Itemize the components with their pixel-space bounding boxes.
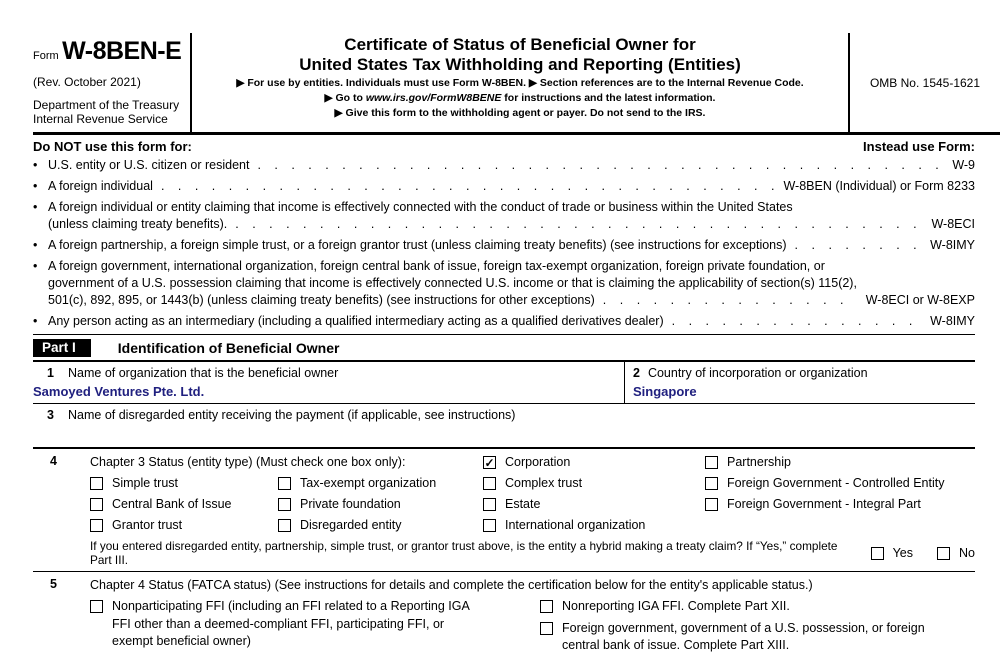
dot-leader [795, 237, 923, 254]
checkbox-simple-trust[interactable] [90, 477, 103, 490]
option-central-bank-of-issue[interactable]: Central Bank of Issue [90, 496, 278, 513]
field-3-label: Name of disregarded entity receiving the payment (if applicable, see instructions) [68, 408, 516, 422]
instruction-line-1: ▶ For use by entities. Individuals must use Form W-8BEN. ▶ Section references are to the Internal Revenue Code. [236, 77, 804, 89]
list-item: • A foreign individual . . . W-8BEN (Individual) or Form 8233 [33, 178, 975, 195]
checkbox-foreign-govt-integral-part[interactable] [705, 498, 718, 511]
omb-number: OMB No. 1545-1621 [869, 75, 981, 90]
instead-form-code: W-8IMY [930, 238, 975, 252]
organization-name-field[interactable]: Samoyed Ventures Pte. Ltd. [33, 384, 205, 399]
part1-title: Identification of Beneficial Owner [117, 340, 340, 356]
dot-leader [257, 157, 944, 174]
goto-prefix: ▶ Go to [324, 92, 366, 104]
agency-line-1: Department of the Treasury [33, 98, 180, 112]
dot-leader [603, 292, 858, 309]
field-1-cell [33, 362, 625, 403]
field-row-1-2 [33, 362, 975, 404]
agency-line-2: Internal Revenue Service [33, 112, 168, 126]
chapter3-status-section [33, 449, 975, 572]
option-tax-exempt-organization[interactable]: Tax-exempt organization [278, 475, 483, 492]
form-title-line-1: Certificate of Status of Beneficial Owner for [344, 35, 696, 54]
option-international-organization[interactable]: International organization [483, 517, 705, 534]
checkbox-nonparticipating-ffi[interactable] [90, 600, 103, 613]
hybrid-treaty-claim-row [90, 539, 975, 571]
field-1-number: 1 [47, 366, 54, 380]
field-5-number: 5 [50, 577, 57, 591]
form-header [33, 33, 1000, 135]
instruction-line-2 [198, 92, 842, 105]
hybrid-question: If you entered disregarded entity, partnership, simple trust, or grantor trust above, is the entity a hybrid making a treaty claim? If “Yes,” complete Part III. [90, 539, 838, 567]
bullet-icon [33, 157, 48, 174]
checkbox-corporation[interactable] [483, 456, 496, 469]
option-estate[interactable]: Estate [483, 496, 705, 513]
option-corporation[interactable]: ✓ Corporation [483, 454, 705, 471]
field-5-label: Chapter 4 Status (FATCA status) (See instructions for details and complete the certification below for the entity's applicable status.) [90, 578, 813, 592]
chapter4-fatca-section [33, 572, 975, 659]
checkbox-private-foundation[interactable] [278, 498, 291, 511]
field-2-number: 2 [633, 366, 640, 380]
option-foreign-govt-integral-part[interactable]: Foreign Government - Integral Part [705, 496, 975, 513]
bullet-icon [33, 258, 48, 275]
form-number: W-8BEN-E [62, 37, 182, 65]
bullet-icon [33, 313, 48, 330]
omb-box [848, 33, 1000, 132]
option-nonreporting-iga-ffi[interactable]: Nonreporting IGA FFI. Complete Part XII. [540, 598, 975, 616]
instead-form-code: W-9 [952, 158, 975, 172]
option-foreign-government[interactable]: Foreign government, government of a U.S. possession, or foreign central bank of issue. Complete Part XIII. [540, 620, 975, 655]
checkbox-estate[interactable] [483, 498, 496, 511]
option-hybrid-no[interactable]: No [937, 545, 975, 562]
checkbox-partnership[interactable] [705, 456, 718, 469]
instead-form-code: W-8ECI or W-8EXP [865, 293, 975, 307]
part1-header [33, 339, 975, 362]
instruction-line-3: ▶ Give this form to the withholding agent or payer. Do not send to the IRS. [334, 107, 706, 119]
instead-use-form-heading: Instead use Form: [863, 139, 975, 154]
checkbox-disregarded-entity[interactable] [278, 519, 291, 532]
list-item: • A foreign individual or entity claiming that income is effectively connected with the conduct of trade or business within the United States (unless claiming treaty benefits). . . . W-8ECI [33, 199, 975, 233]
list-item: • A foreign partnership, a foreign simple trust, or a foreign grantor trust (unless claiming treaty benefits) (see instructions for exceptions) . . . W-8IMY [33, 237, 975, 254]
instead-form-code: W-8ECI [931, 217, 975, 231]
list-item: • Any person acting as an intermediary (including a qualified intermediary acting as a qualified derivatives dealer) . . . W-8IMY [33, 313, 975, 330]
field-4-number: 4 [50, 454, 57, 468]
goto-suffix: for instructions and the latest information. [501, 92, 716, 104]
option-private-foundation[interactable]: Private foundation [278, 496, 483, 513]
do-not-use-heading: Do NOT use this form for: [33, 139, 192, 154]
form-title-block [192, 33, 848, 132]
field-3-number: 3 [47, 408, 54, 422]
checkbox-grantor-trust[interactable] [90, 519, 103, 532]
option-nonparticipating-ffi[interactable]: Nonparticipating FFI (including an FFI related to a Reporting IGA FFI other than a deemed-compliant FFI, participating FFI, or exempt beneficial owner) [90, 598, 540, 651]
form-identity-block [33, 33, 192, 132]
bullet-icon [33, 237, 48, 254]
form-title-line-2: United States Tax Withholding and Reporting (Entities) [299, 55, 741, 74]
field-4-label: Chapter 3 Status (entity type) (Must check one box only): [90, 455, 406, 469]
country-field[interactable]: Singapore [633, 384, 697, 399]
option-grantor-trust[interactable]: Grantor trust [90, 517, 278, 534]
option-foreign-govt-controlled-entity[interactable]: Foreign Government - Controlled Entity [705, 475, 975, 492]
option-disregarded-entity[interactable]: Disregarded entity [278, 517, 483, 534]
checkbox-hybrid-yes[interactable] [871, 547, 884, 560]
option-hybrid-yes[interactable]: Yes [871, 545, 913, 562]
field-1-label: Name of organization that is the beneficial owner [68, 366, 339, 380]
agency-lines [33, 98, 184, 126]
dot-leader [235, 216, 923, 233]
field-row-3 [33, 404, 975, 449]
do-not-use-list [33, 157, 975, 330]
option-simple-trust[interactable]: Simple trust [90, 475, 278, 492]
list-item: • U.S. entity or U.S. citizen or resident . . . W-9 [33, 157, 975, 174]
form-revision: (Rev. October 2021) [33, 75, 141, 89]
checkbox-foreign-government[interactable] [540, 622, 553, 635]
field-2-cell [625, 362, 975, 403]
list-item: • A foreign government, international organization, foreign central bank of issue, foreign tax-exempt organization, foreign private foundation, or government of a U.S. possession claiming that income is effectively connected U.S. income or that is claiming the applicability of section(s) 115(2), 501(c), 892, 895, or 1443(b) (unless claiming treaty benefits) (see instructions for other exceptions) . . . W-8ECI or W-8EXP [33, 258, 975, 309]
checkbox-foreign-govt-controlled-entity[interactable] [705, 477, 718, 490]
option-complex-trust[interactable]: Complex trust [483, 475, 705, 492]
option-partnership[interactable]: Partnership [705, 454, 975, 471]
disregarded-entity-field[interactable] [33, 425, 975, 445]
bullet-icon [33, 199, 48, 216]
dot-leader [672, 313, 922, 330]
dot-leader [161, 178, 776, 195]
checkbox-tax-exempt-organization[interactable] [278, 477, 291, 490]
do-not-use-header [33, 135, 975, 157]
checkbox-complex-trust[interactable] [483, 477, 496, 490]
part1-label: Part I [33, 339, 91, 357]
checkbox-nonreporting-iga-ffi[interactable] [540, 600, 553, 613]
checkbox-hybrid-no[interactable] [937, 547, 950, 560]
form-word: Form [33, 50, 59, 62]
field-2-label: Country of incorporation or organization [647, 366, 868, 380]
irs-url: www.irs.gov/FormW8BENE [365, 92, 502, 104]
instead-form-code: W-8IMY [930, 314, 975, 328]
checkbox-international-organization[interactable] [483, 519, 496, 532]
instead-form-code: W-8BEN (Individual) or Form 8233 [783, 179, 975, 193]
bullet-icon [33, 178, 48, 195]
checkbox-central-bank-of-issue[interactable] [90, 498, 103, 511]
